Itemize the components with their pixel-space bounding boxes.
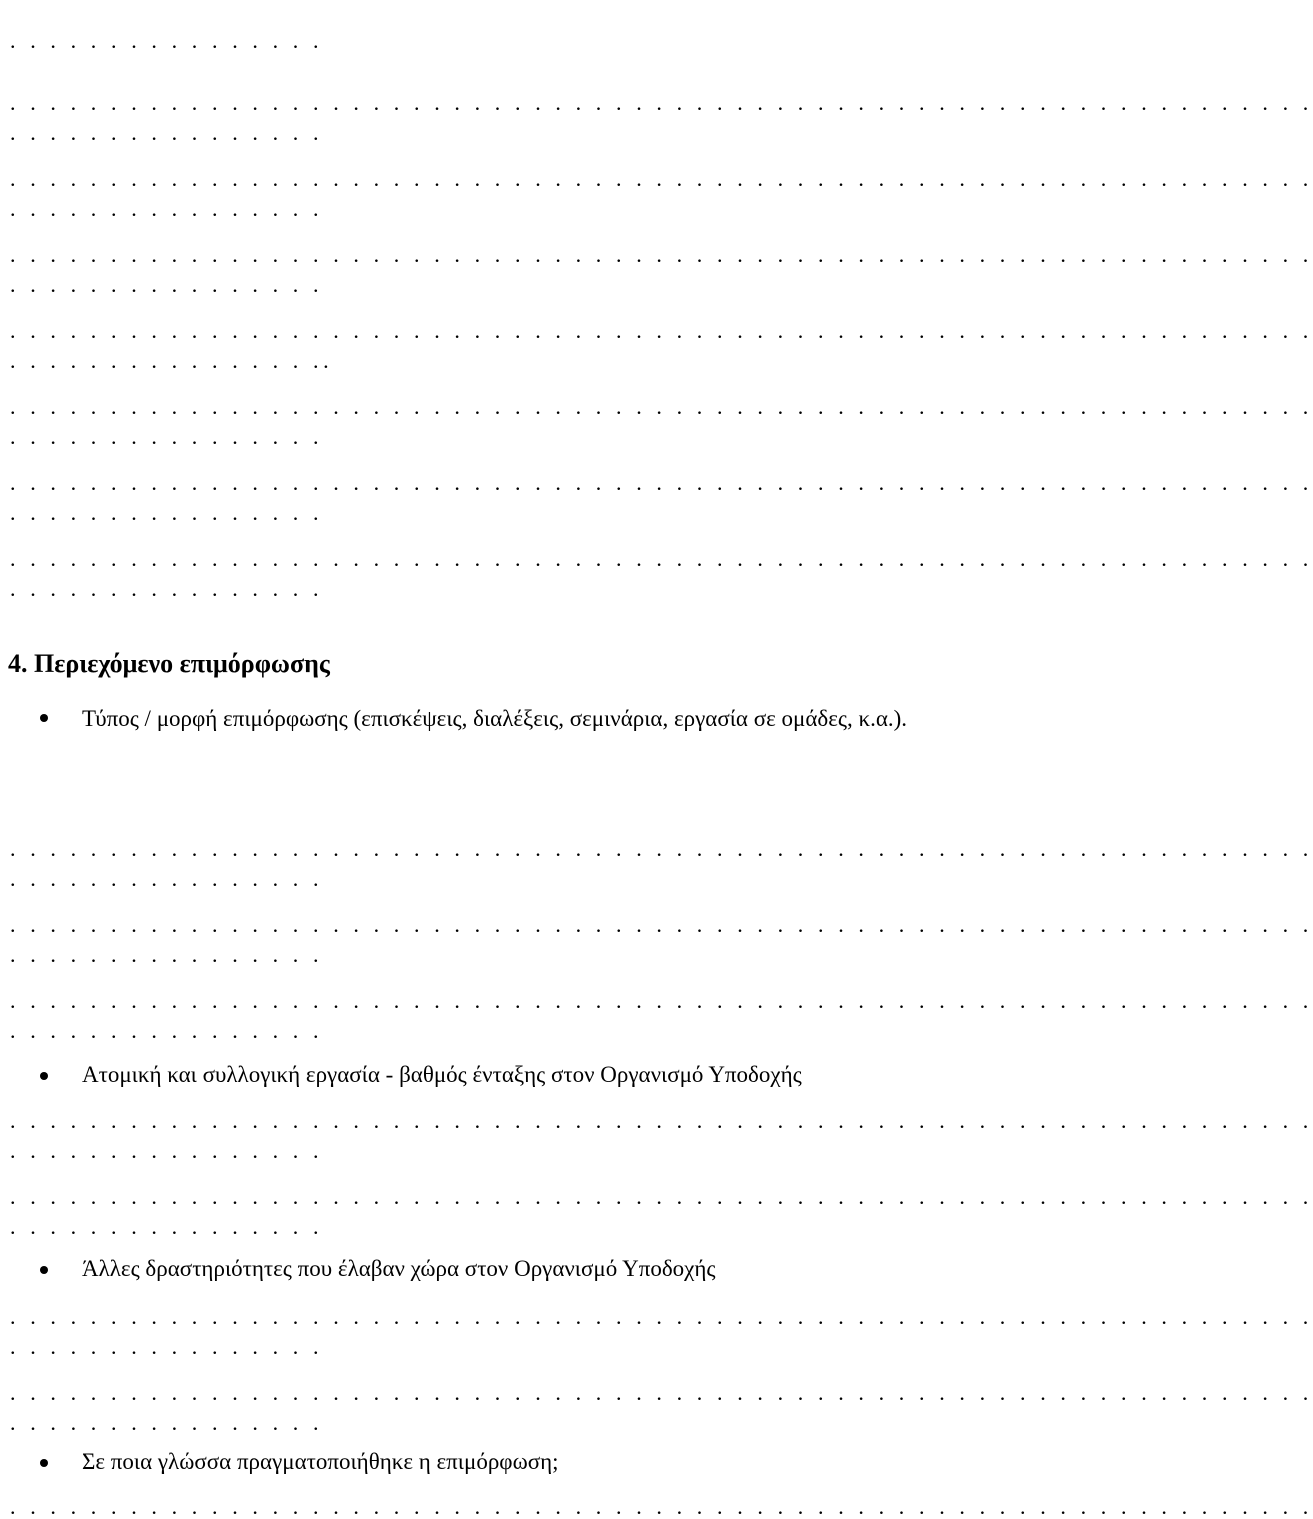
fill-line-short[interactable]: . . . . . . . . . . . . . . . . xyxy=(10,942,324,967)
bullet-icon xyxy=(40,1072,48,1080)
section-heading: 4. Περιεχόμενο επιμόρφωσης xyxy=(8,649,330,678)
bullet-item-language: Σε ποια γλώσσα πραγματοποιήθηκε η επιμόρφωση; xyxy=(82,1449,559,1474)
fill-line-long[interactable]: . . . . . . . . . . . . . . . . . . . . . . . . . . . . . . . . . . . . . . . . . . . . . . . . . . . . . . . . . . . . . . . . . xyxy=(10,546,1313,571)
fill-line-short[interactable]: . . . . . . . . . . . . . . . . xyxy=(10,1138,324,1163)
fill-line-long[interactable]: . . . . . . . . . . . . . . . . . . . . . . . . . . . . . . . . . . . . . . . . . . . . . . . . . . . . . . . . . . . . . . . . . xyxy=(10,988,1313,1013)
fill-line-long[interactable]: . . . . . . . . . . . . . . . . . . . . . . . . . . . . . . . . . . . . . . . . . . . . . . . . . . . . . . . . . . . . . . . . . xyxy=(10,1184,1313,1209)
fill-line-short[interactable]: . . . . . . . . . . . . . . . . xyxy=(10,1018,324,1043)
fill-line-short[interactable]: . . . . . . . . . . . . . . . . xyxy=(10,120,324,145)
bullet-icon xyxy=(40,1459,48,1467)
fill-line-long[interactable]: . . . . . . . . . . . . . . . . . . . . . . . . . . . . . . . . . . . . . . . . . . . . . . . . . . . . . . . . . . . . . . . . . xyxy=(10,1494,1313,1519)
fill-line-short[interactable]: . . . . . . . . . . . . . . . . xyxy=(10,272,324,297)
fill-line-short[interactable]: . . . . . . . . . . . . . . . . xyxy=(10,866,324,891)
fill-line-long[interactable]: . . . . . . . . . . . . . . . . . . . . . . . . . . . . . . . . . . . . . . . . . . . . . . . . . . . . . . . . . . . . . . . . . xyxy=(10,470,1313,495)
fill-line-short[interactable]: . . . . . . . . . . . . . . . . xyxy=(10,500,324,525)
fill-line-short[interactable]: . . . . . . . . . . . . . . . .. xyxy=(10,348,334,373)
bullet-item-type: Τύπος / μορφή επιμόρφωσης (επισκέψεις, διαλέξεις, σεμινάρια, εργασία σε ομάδες, κ.α.). xyxy=(82,706,908,731)
fill-line-short[interactable]: . . . . . . . . . . . . . . . . xyxy=(10,28,324,53)
fill-line-long[interactable]: . . . . . . . . . . . . . . . . . . . . . . . . . . . . . . . . . . . . . . . . . . . . . . . . . . . . . . . . . . . . . . . . . xyxy=(10,1108,1313,1133)
bullet-item-activities: Άλλες δραστηριότητες που έλαβαν χώρα στον Οργανισμό Υποδοχής xyxy=(82,1256,716,1281)
bullet-icon xyxy=(40,1266,48,1274)
fill-line-short[interactable]: . . . . . . . . . . . . . . . . xyxy=(10,1334,324,1359)
fill-line-short[interactable]: . . . . . . . . . . . . . . . . xyxy=(10,1410,324,1435)
fill-line-long[interactable]: . . . . . . . . . . . . . . . . . . . . . . . . . . . . . . . . . . . . . . . . . . . . . . . . . . . . . . . . . . . . . . . . . xyxy=(10,242,1313,267)
fill-line-long[interactable]: . . . . . . . . . . . . . . . . . . . . . . . . . . . . . . . . . . . . . . . . . . . . . . . . . . . . . . . . . . . . . . . . . xyxy=(10,90,1313,115)
bullet-item-work: Ατομική και συλλογική εργασία - βαθμός ένταξης στον Οργανισμό Υποδοχής xyxy=(82,1062,802,1087)
fill-line-long[interactable]: . . . . . . . . . . . . . . . . . . . . . . . . . . . . . . . . . . . . . . . . . . . . . . . . . . . . . . . . . . . . . . . . . xyxy=(10,1304,1313,1329)
fill-line-short[interactable]: . . . . . . . . . . . . . . . . xyxy=(10,1214,324,1239)
fill-line-long[interactable]: . . . . . . . . . . . . . . . . . . . . . . . . . . . . . . . . . . . . . . . . . . . . . . . . . . . . . . . . . . . . . . . . . xyxy=(10,1380,1313,1405)
fill-line-long[interactable]: . . . . . . . . . . . . . . . . . . . . . . . . . . . . . . . . . . . . . . . . . . . . . . . . . . . . . . . . . . . . . . . . . xyxy=(10,394,1313,419)
fill-line-long[interactable]: . . . . . . . . . . . . . . . . . . . . . . . . . . . . . . . . . . . . . . . . . . . . . . . . . . . . . . . . . . . . . . . . . xyxy=(10,912,1313,937)
bullet-icon xyxy=(40,714,48,722)
fill-line-short[interactable]: . . . . . . . . . . . . . . . . xyxy=(10,424,324,449)
fill-line-short[interactable]: . . . . . . . . . . . . . . . . xyxy=(10,576,324,601)
fill-line-long[interactable]: . . . . . . . . . . . . . . . . . . . . . . . . . . . . . . . . . . . . . . . . . . . . . . . . . . . . . . . . . . . . . . . . . xyxy=(10,166,1313,191)
fill-line-short[interactable]: . . . . . . . . . . . . . . . . xyxy=(10,196,324,221)
fill-line-long[interactable]: . . . . . . . . . . . . . . . . . . . . . . . . . . . . . . . . . . . . . . . . . . . . . . . . . . . . . . . . . . . . . . . . . xyxy=(10,318,1313,343)
fill-line-long[interactable]: . . . . . . . . . . . . . . . . . . . . . . . . . . . . . . . . . . . . . . . . . . . . . . . . . . . . . . . . . . . . . . . . . xyxy=(10,836,1313,861)
